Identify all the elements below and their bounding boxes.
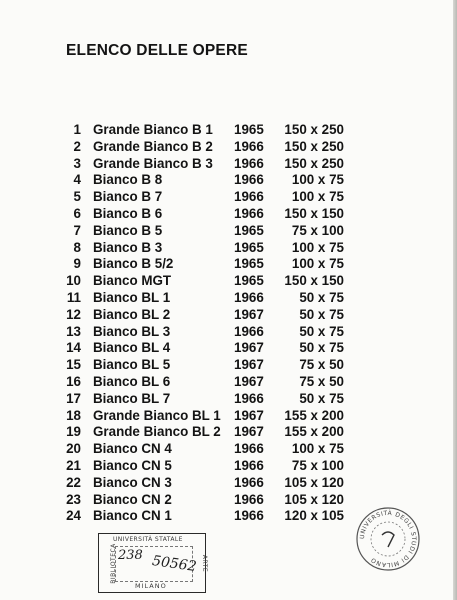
work-dimensions: 120 x 105 xyxy=(284,508,344,524)
work-year: 1967 xyxy=(234,407,264,423)
work-row xyxy=(0,256,457,273)
work-dimensions: 150 x 150 xyxy=(284,205,344,221)
work-number: 10 xyxy=(66,273,81,289)
work-row xyxy=(0,324,457,341)
work-number: 16 xyxy=(66,373,81,389)
work-number: 24 xyxy=(66,508,81,524)
work-dimensions: 50 x 75 xyxy=(299,390,344,406)
work-title: Bianco BL 7 xyxy=(93,390,171,406)
work-year: 1966 xyxy=(234,205,264,221)
work-year: 1965 xyxy=(234,122,264,137)
library-stamp-bottom-text: MILANO xyxy=(135,582,167,590)
work-number: 20 xyxy=(66,441,81,457)
svg-text:UNIVERSITÀ DEGLI STUDI DI MILA xyxy=(359,510,417,568)
work-year: 1965 xyxy=(234,222,264,238)
work-dimensions: 75 x 100 xyxy=(291,457,344,473)
work-row xyxy=(0,206,457,223)
work-year: 1967 xyxy=(234,373,264,389)
work-number: 5 xyxy=(73,189,81,205)
work-title: Bianco BL 3 xyxy=(93,323,171,339)
work-title: Bianco B 5/2 xyxy=(93,256,174,272)
work-title: Grande Bianco BL 2 xyxy=(93,424,221,440)
work-dimensions: 150 x 250 xyxy=(284,138,344,154)
work-row xyxy=(0,441,457,458)
work-year: 1966 xyxy=(234,189,264,205)
work-dimensions: 50 x 75 xyxy=(299,289,344,305)
work-row xyxy=(0,290,457,307)
work-row xyxy=(0,475,457,492)
work-row xyxy=(0,408,457,425)
work-dimensions: 75 x 100 xyxy=(291,222,344,238)
work-title: Bianco BL 5 xyxy=(93,357,171,373)
work-year: 1966 xyxy=(234,155,264,171)
work-year: 1967 xyxy=(234,424,264,440)
work-title: Grande Bianco BL 1 xyxy=(93,407,221,423)
work-dimensions: 100 x 75 xyxy=(291,189,344,205)
work-year: 1966 xyxy=(234,172,264,188)
work-row xyxy=(0,391,457,408)
work-title: Bianco CN 1 xyxy=(93,508,172,524)
handwritten-number-2: 50562 xyxy=(151,552,198,576)
work-title: Bianco B 7 xyxy=(93,189,163,205)
round-seal-stamp xyxy=(354,505,422,573)
work-row xyxy=(0,424,457,441)
work-row xyxy=(0,307,457,324)
work-dimensions: 150 x 250 xyxy=(284,122,344,137)
library-stamp-top-text: UNIVERSITÀ STATALE xyxy=(113,536,183,543)
work-year: 1967 xyxy=(234,357,264,373)
work-title: Bianco B 3 xyxy=(93,239,163,255)
work-dimensions: 50 x 75 xyxy=(299,323,344,339)
work-number: 8 xyxy=(73,239,81,255)
work-number: 3 xyxy=(73,155,81,171)
work-row xyxy=(0,139,457,156)
work-dimensions: 105 x 120 xyxy=(284,474,344,490)
work-row xyxy=(0,223,457,240)
work-row xyxy=(0,172,457,189)
work-year: 1966 xyxy=(234,491,264,507)
work-number: 17 xyxy=(66,390,81,406)
work-title: Bianco CN 3 xyxy=(93,474,172,490)
work-title: Grande Bianco B 2 xyxy=(93,138,213,154)
work-title: Bianco BL 1 xyxy=(93,289,171,305)
work-dimensions: 155 x 200 xyxy=(284,424,344,440)
work-title: Bianco BL 4 xyxy=(93,340,171,356)
work-year: 1966 xyxy=(234,457,264,473)
work-dimensions: 100 x 75 xyxy=(291,172,344,188)
work-row xyxy=(0,122,457,139)
work-dimensions: 100 x 75 xyxy=(291,239,344,255)
work-title: Bianco B 5 xyxy=(93,222,163,238)
work-row xyxy=(0,273,457,290)
work-dimensions: 100 x 75 xyxy=(291,441,344,457)
work-number: 4 xyxy=(73,172,81,188)
work-number: 22 xyxy=(66,474,81,490)
work-row xyxy=(0,357,457,374)
work-dimensions: 150 x 250 xyxy=(284,155,344,171)
library-stamp-right-text: ARTE xyxy=(200,554,208,573)
work-title: Bianco CN 4 xyxy=(93,441,172,457)
page-title: ELENCO DELLE OPERE xyxy=(66,42,248,59)
work-number: 2 xyxy=(73,138,81,154)
work-number: 18 xyxy=(66,407,81,423)
work-number: 21 xyxy=(66,457,81,473)
work-title: Bianco B 8 xyxy=(93,172,163,188)
work-row xyxy=(0,340,457,357)
work-year: 1966 xyxy=(234,441,264,457)
work-year: 1965 xyxy=(234,273,264,289)
work-dimensions: 75 x 50 xyxy=(299,357,344,373)
library-stamp-left-text: BIBLIOTECA xyxy=(109,543,117,584)
work-row xyxy=(0,189,457,206)
work-title: Grande Bianco B 1 xyxy=(93,122,213,137)
work-dimensions: 50 x 75 xyxy=(299,340,344,356)
work-row xyxy=(0,240,457,257)
work-number: 19 xyxy=(66,424,81,440)
work-title: Bianco MGT xyxy=(93,273,172,289)
works-list xyxy=(0,122,457,525)
work-year: 1965 xyxy=(234,239,264,255)
work-year: 1965 xyxy=(234,256,264,272)
work-dimensions: 150 x 150 xyxy=(284,273,344,289)
work-row xyxy=(0,458,457,475)
work-title: Grande Bianco B 3 xyxy=(93,155,213,171)
work-year: 1966 xyxy=(234,474,264,490)
round-seal-text: UNIVERSITÀ DEGLI STUDI DI MILANO xyxy=(358,509,418,569)
work-year: 1966 xyxy=(234,323,264,339)
work-number: 12 xyxy=(66,306,81,322)
work-dimensions: 105 x 120 xyxy=(284,491,344,507)
work-number: 15 xyxy=(66,357,81,373)
work-title: Bianco CN 5 xyxy=(93,457,172,473)
work-title: Bianco BL 2 xyxy=(93,306,171,322)
work-number: 1 xyxy=(73,122,81,137)
work-year: 1966 xyxy=(234,289,264,305)
work-year: 1966 xyxy=(234,508,264,524)
work-number: 14 xyxy=(66,340,81,356)
work-number: 11 xyxy=(66,289,81,305)
work-number: 7 xyxy=(73,222,81,238)
work-row xyxy=(0,374,457,391)
work-row xyxy=(0,156,457,173)
work-year: 1966 xyxy=(234,138,264,154)
work-dimensions: 100 x 75 xyxy=(291,256,344,272)
work-year: 1967 xyxy=(234,306,264,322)
work-title: Bianco CN 2 xyxy=(93,491,172,507)
work-number: 13 xyxy=(66,323,81,339)
handwritten-number-1: 238 xyxy=(118,548,143,563)
work-title: Bianco BL 6 xyxy=(93,373,171,389)
work-number: 23 xyxy=(66,491,81,507)
work-dimensions: 50 x 75 xyxy=(299,306,344,322)
work-dimensions: 155 x 200 xyxy=(284,407,344,423)
work-year: 1967 xyxy=(234,340,264,356)
work-year: 1966 xyxy=(234,390,264,406)
work-dimensions: 75 x 50 xyxy=(299,373,344,389)
work-number: 9 xyxy=(73,256,81,272)
work-title: Bianco B 6 xyxy=(93,205,163,221)
work-number: 6 xyxy=(73,205,81,221)
